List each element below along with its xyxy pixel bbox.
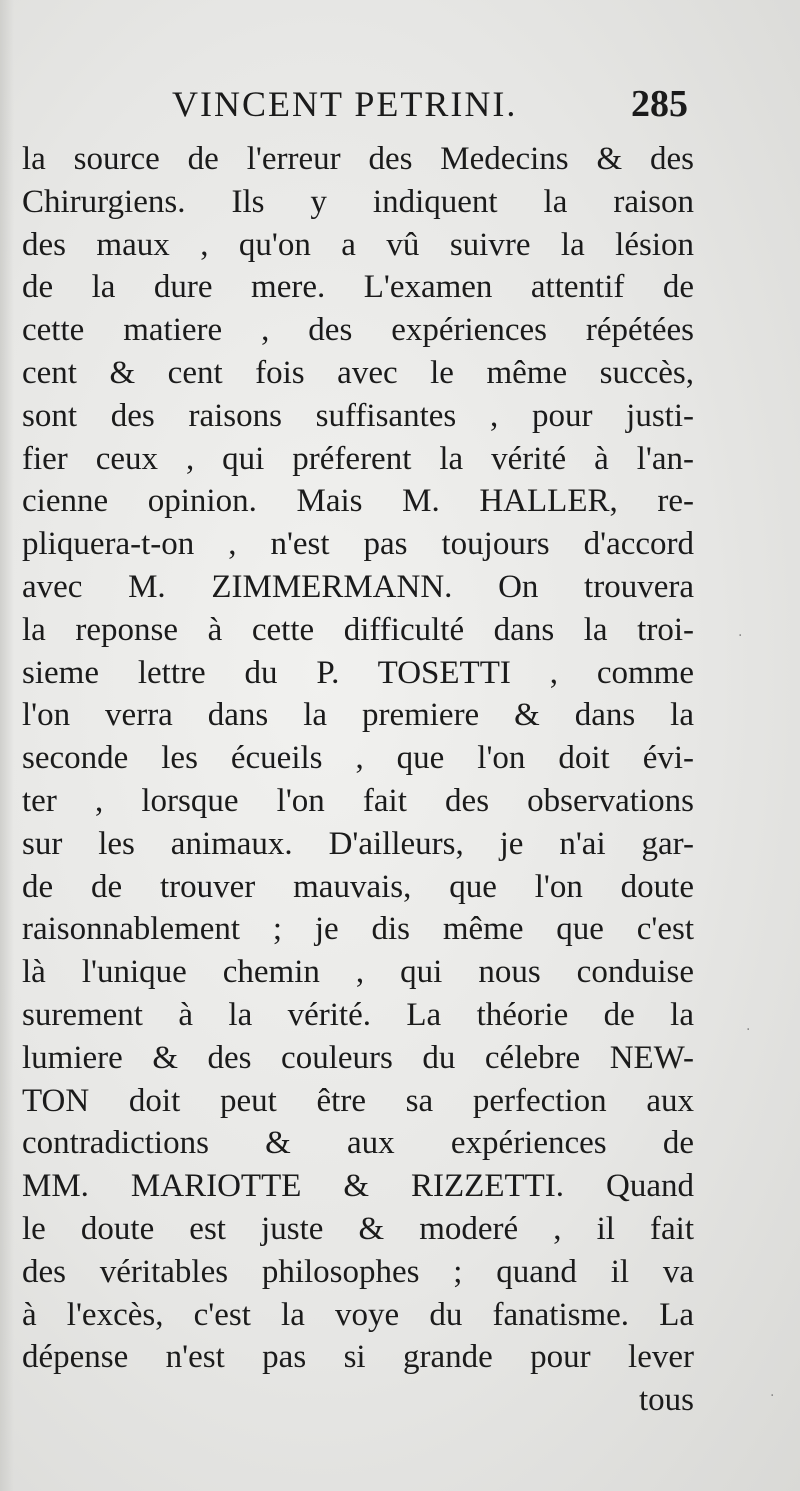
text-line: ter , lorsque l'on fait des observations <box>22 782 694 819</box>
margin-speck: · <box>746 1022 751 1038</box>
text-line: des véritables philosophes ; quand il va <box>22 1253 694 1290</box>
text-line: sont des raisons suffisantes , pour justi- <box>22 397 694 434</box>
text-line: dépense n'est pas si grande pour lever <box>22 1339 694 1376</box>
text-line: pliquera-t-on , n'est pas toujours d'accord <box>22 526 694 563</box>
text-line: de de trouver mauvais, que l'on doute <box>22 868 694 905</box>
text-line: des maux , qu'on a vû suivre la lésion <box>22 226 694 263</box>
text-line: à l'excès, c'est la voye du fanatisme. La <box>22 1296 694 1333</box>
text-line: l'on verra dans la premiere & dans la <box>22 697 694 734</box>
text-line: sur les animaux. D'ailleurs, je n'ai gar- <box>22 825 694 862</box>
catchword: tous <box>638 1382 694 1419</box>
text-line: sieme lettre du P. TOSETTI , comme <box>22 654 694 691</box>
margin-speck: · <box>738 628 743 644</box>
text-line: Chirurgiens. Ils y indiquent la raison <box>22 183 694 220</box>
text-line: cent & cent fois avec le même succès, <box>22 354 694 391</box>
text-line: le doute est juste & moderé , il fait <box>22 1210 694 1247</box>
text-line: de la dure mere. L'examen attentif de <box>22 269 694 306</box>
body-text <box>22 138 694 1422</box>
text-line: cienne opinion. Mais M. HALLER, re- <box>22 483 694 520</box>
text-line: cette matiere , des expériences répétées <box>22 312 694 349</box>
text-line: seconde les écueils , que l'on doit évi- <box>22 740 694 777</box>
text-line: la reponse à cette difficulté dans la troi- <box>22 611 694 648</box>
text-line: avec M. ZIMMERMANN. On trouvera <box>22 568 694 605</box>
text-line: surement à la vérité. La théorie de la <box>22 996 694 1033</box>
running-title: VINCENT PETRINI. <box>172 84 518 124</box>
page-gutter-shadow <box>0 0 14 1491</box>
text-line: MM. MARIOTTE & RIZZETTI. Quand <box>22 1168 694 1205</box>
margin-speck: · <box>770 1388 775 1404</box>
text-line: la source de l'erreur des Medecins & des <box>22 141 694 177</box>
page-header <box>22 74 700 134</box>
text-line: fier ceux , qui préferent la vérité à l'an- <box>22 440 694 477</box>
text-line: contradictions & aux expériences de <box>22 1125 694 1162</box>
text-line: lumiere & des couleurs du célebre NEW- <box>22 1039 694 1076</box>
page-number: 285 <box>631 83 688 125</box>
text-line: raisonnablement ; je dis même que c'est <box>22 911 694 948</box>
text-line: TON doit peut être sa perfection aux <box>22 1082 694 1119</box>
text-line: là l'unique chemin , qui nous conduise <box>22 954 694 991</box>
